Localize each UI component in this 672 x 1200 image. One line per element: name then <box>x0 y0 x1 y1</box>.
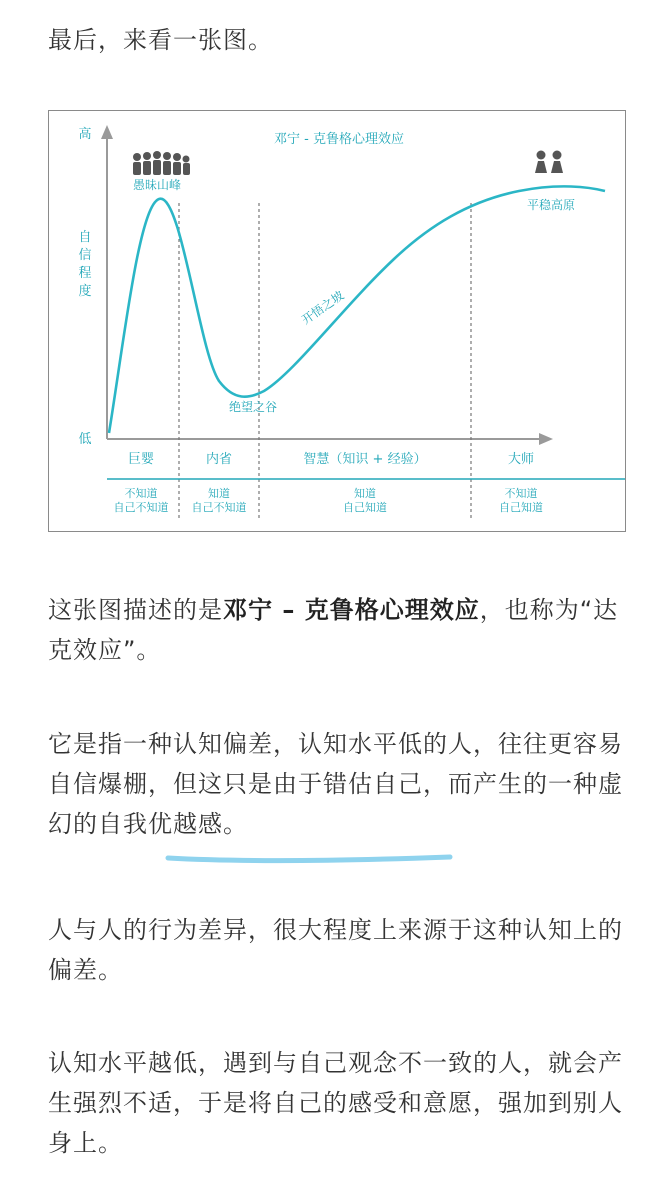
stage-desc-line2: 自己知道 <box>343 501 387 514</box>
stage-desc-line2: 自己不知道 <box>113 501 169 514</box>
stage-desc-line1: 不知道 <box>504 487 538 500</box>
stage-desc-line2: 自己知道 <box>499 501 543 514</box>
x-axis-arrow <box>539 433 553 445</box>
peak-label: 愚昧山峰 <box>132 178 182 192</box>
slope-label: 开悟之坡 <box>299 288 347 328</box>
paragraph-cognition: 认知水平越低，遇到与自己观念不一致的人，就会产生强烈不适，于是将自己的感受和意愿，强加到别人身上。 <box>48 1049 623 1157</box>
dunning-kruger-chart <box>49 111 625 531</box>
y-axis-low: 低 <box>78 432 92 447</box>
paragraph-explanation: 它是指一种认知偏差，认知水平低的人，往往更容易自信爆棚，但这只是由于错估自己，而产生的一种虚幻的自我优越感。 <box>48 730 623 838</box>
stage-desc-line2: 自己不知道 <box>191 501 247 514</box>
stage-label: 巨婴 <box>127 452 155 467</box>
valley-label: 绝望之谷 <box>228 400 278 414</box>
highlight-underline <box>160 848 460 866</box>
y-axis-label-char: 程 <box>78 266 92 281</box>
stage-desc-line1: 知道 <box>354 487 376 500</box>
stage-label: 智慧（知识 + 经验） <box>303 452 427 467</box>
stage-label: 大师 <box>507 452 535 467</box>
y-axis-label-char: 自 <box>78 230 92 245</box>
stage-label: 内省 <box>205 452 233 467</box>
plateau-label: 平稳高原 <box>526 198 576 212</box>
definition-pre: 这张图描述的是 <box>48 596 223 624</box>
two-people-icon <box>535 151 563 174</box>
stage-desc-line1: 不知道 <box>124 487 158 500</box>
y-axis-label-char: 度 <box>78 284 92 299</box>
crowd-icon <box>133 151 190 175</box>
y-axis-high: 高 <box>78 127 92 142</box>
figure-title: 邓宁 - 克鲁格心理效应 <box>274 132 404 147</box>
intro-paragraph: 最后，来看一张图。 <box>48 26 273 54</box>
y-axis-arrow <box>101 125 113 139</box>
effect-name: 邓宁 – 克鲁格心理效应 <box>223 596 480 624</box>
y-axis-label-char: 信 <box>78 248 92 263</box>
definition-post: ，也称为“达克效应”。 <box>48 596 619 664</box>
stage-desc-line1: 知道 <box>208 487 230 500</box>
dunning-kruger-figure <box>48 110 626 532</box>
paragraph-definition <box>48 590 628 670</box>
paragraph-behavior: 人与人的行为差异，很大程度上来源于这种认知上的偏差。 <box>48 916 623 984</box>
confidence-curve <box>109 186 605 433</box>
